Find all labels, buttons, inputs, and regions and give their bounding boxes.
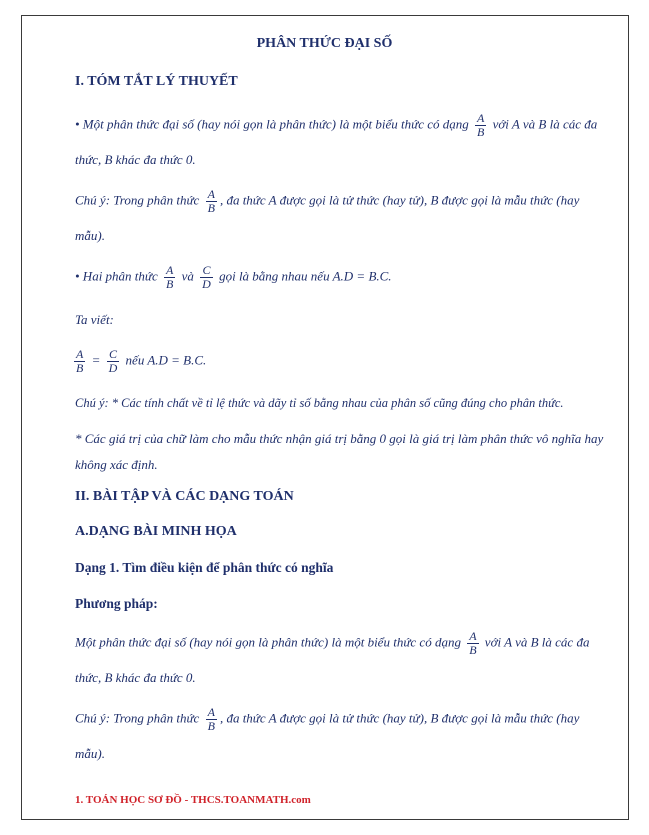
fraction-denominator: B — [469, 643, 477, 657]
method-line2: thức, B khác đa thức 0. — [75, 670, 196, 685]
equal-text-tail: gọi là bằng nhau nếu A.D = B.C. — [219, 268, 392, 284]
method-text-tail: với A và B là các đa — [484, 634, 590, 650]
fraction-numerator: C — [200, 264, 213, 278]
note-properties: Chú ý: * Các tính chất về tỉ lệ thức và dãy tỉ số bằng nhau của phân số cũng đúng cho phân thức. — [75, 396, 564, 410]
definition-line2: thức, B khác đa thức 0. — [75, 152, 196, 167]
equation-line — [71, 348, 206, 375]
equal-text: • Hai phân thức — [75, 268, 158, 284]
note-undefined-line2: không xác định. — [75, 457, 158, 472]
equal-fractions-paragraph — [75, 264, 392, 291]
fraction-a-b — [206, 188, 217, 215]
fraction-numerator: C — [107, 348, 120, 362]
fraction-numerator: A — [469, 629, 477, 643]
fraction-numerator: A — [166, 263, 174, 277]
fraction-a-b — [164, 264, 175, 291]
method-text: Một phân thức đại số (hay nói gọn là phân thức) là một biểu thức có dạng — [75, 634, 461, 650]
section2-heading: II. BÀI TẬP VÀ CÁC DẠNG TOÁN — [75, 489, 294, 504]
fraction-numerator: A — [76, 347, 84, 361]
note-text-tail: , đa thức A được gọi là tử thức (hay tử), B được gọi là mẫu thức (hay — [219, 192, 580, 208]
equation-condition: nếu A.D = B.C. — [125, 352, 207, 368]
fraction-numerator: A — [207, 187, 215, 201]
note-numerator-denominator — [75, 188, 579, 215]
section1-heading: I. TÓM TẮT LÝ THUYẾT — [75, 74, 238, 89]
fraction-denominator: D — [202, 277, 211, 291]
fraction-c-d — [107, 348, 120, 375]
definition-paragraph — [75, 112, 597, 139]
method-note — [75, 706, 579, 733]
fraction-a-b — [206, 706, 217, 733]
dang1-heading: Dạng 1. Tìm điều kiện để phân thức có nghĩa — [75, 560, 334, 575]
subsection-a-heading: A.DẠNG BÀI MINH HỌA — [75, 524, 237, 539]
fraction-denominator: D — [108, 361, 118, 375]
fraction-denominator: B — [207, 201, 215, 215]
footer-source: 1. TOÁN HỌC SƠ ĐỒ - THCS.TOANMATH.com — [75, 794, 311, 806]
fraction-numerator: A — [207, 705, 215, 719]
fraction-a-b — [467, 630, 478, 657]
method-note-text: Chú ý: Trong phân thức — [75, 710, 200, 726]
page-title: PHÂN THỨC ĐẠI SỐ — [256, 36, 393, 51]
fraction-a-b — [74, 348, 85, 375]
conjunction-text: và — [181, 268, 194, 284]
fraction-c-d — [200, 264, 213, 291]
fraction-denominator: B — [477, 125, 485, 139]
note-undefined-line1: * Các giá trị của chữ làm cho mẫu thức nhận giá trị bằng 0 gọi là giá trị làm phân thức vô nghĩa hay — [75, 431, 604, 446]
equals-sign: = — [91, 352, 101, 368]
fraction-numerator: A — [477, 111, 485, 125]
method-note-line2: mẫu). — [75, 746, 105, 761]
method-note-text-tail: , đa thức A được gọi là tử thức (hay tử), B được gọi là mẫu thức (hay — [219, 710, 580, 726]
ta-viet: Ta viết: — [75, 312, 114, 327]
phuong-phap-heading: Phương pháp: — [75, 596, 158, 611]
definition-text-tail: với A và B là các đa — [492, 116, 598, 132]
note-text: Chú ý: Trong phân thức — [75, 192, 200, 208]
fraction-denominator: B — [207, 719, 215, 733]
method-paragraph — [75, 630, 589, 657]
definition-text: • Một phân thức đại số (hay nói gọn là phân thức) là một biểu thức có dạng — [75, 116, 469, 132]
fraction-denominator: B — [166, 277, 174, 291]
fraction-a-b — [475, 112, 486, 139]
fraction-denominator: B — [76, 361, 84, 375]
note-line2: mẫu). — [75, 228, 105, 243]
